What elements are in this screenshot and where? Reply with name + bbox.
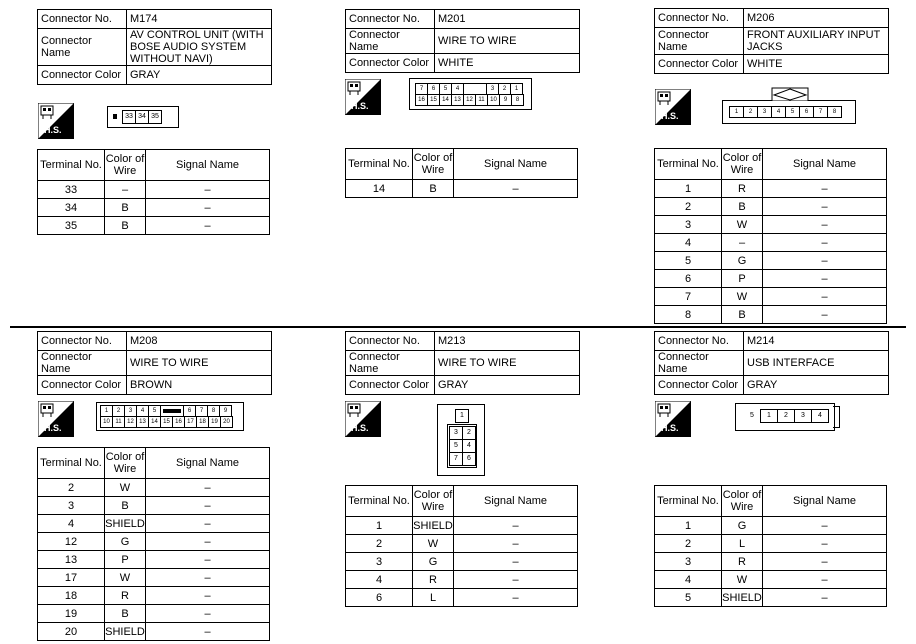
connector-no-label: Connector No. bbox=[655, 332, 744, 351]
connector-m206 bbox=[654, 8, 889, 74]
table-row bbox=[346, 571, 578, 589]
pin: 16 bbox=[415, 94, 428, 106]
connector-name-value: WIRE TO WIRE bbox=[127, 351, 272, 376]
hs-label: H.S. bbox=[351, 101, 369, 111]
terminal-cell: 18 bbox=[38, 587, 105, 605]
terminal-cell: 3 bbox=[38, 497, 105, 515]
signal-cell: – bbox=[454, 589, 578, 607]
connector-color-label: Connector Color bbox=[38, 376, 127, 395]
pin: 4 bbox=[811, 409, 829, 423]
color-cell: – bbox=[105, 181, 146, 199]
terminal-no-header: Terminal No. bbox=[346, 149, 413, 180]
pin: 2 bbox=[743, 106, 758, 118]
connector-no-value: M174 bbox=[127, 10, 272, 29]
table-row bbox=[655, 234, 887, 252]
terminal-cell: 8 bbox=[655, 306, 722, 324]
signal-cell: – bbox=[454, 180, 578, 198]
color-cell: W bbox=[722, 288, 763, 306]
pin: 14 bbox=[439, 94, 452, 106]
pin: 4 bbox=[451, 83, 464, 95]
pin: 20 bbox=[220, 416, 233, 428]
connector-color-value: GRAY bbox=[127, 66, 272, 85]
pin: 7 bbox=[195, 405, 208, 417]
pin: 6 bbox=[462, 452, 476, 466]
color-cell: P bbox=[722, 270, 763, 288]
table-row bbox=[655, 553, 887, 571]
pin: 6 bbox=[427, 83, 440, 95]
signal-cell: – bbox=[763, 535, 887, 553]
color-cell: R bbox=[105, 587, 146, 605]
connector-name-label: Connector Name bbox=[38, 29, 127, 66]
table-row bbox=[38, 587, 270, 605]
pin: 19 bbox=[208, 416, 221, 428]
terminal-no-header: Terminal No. bbox=[38, 448, 105, 479]
connector-no-label: Connector No. bbox=[655, 9, 744, 28]
signal-cell: – bbox=[146, 181, 270, 199]
signal-cell: – bbox=[146, 587, 270, 605]
harness-side-icon bbox=[655, 401, 691, 437]
terminal-no-header: Terminal No. bbox=[346, 486, 413, 517]
hs-label: H.S. bbox=[351, 423, 369, 433]
connector-color-label: Connector Color bbox=[346, 376, 435, 395]
wire-color-header: Color of Wire bbox=[105, 150, 146, 181]
connector-face-diagram bbox=[735, 403, 835, 431]
signal-cell: – bbox=[763, 252, 887, 270]
color-cell: B bbox=[105, 217, 146, 235]
connector-color-value: WHITE bbox=[744, 55, 889, 74]
table-row bbox=[38, 515, 270, 533]
terminal-cell: 4 bbox=[38, 515, 105, 533]
signal-cell: – bbox=[454, 571, 578, 589]
connector-color-label: Connector Color bbox=[655, 376, 744, 395]
terminal-cell: 4 bbox=[655, 234, 722, 252]
table-row bbox=[655, 198, 887, 216]
pin: 7 bbox=[449, 452, 463, 466]
color-cell: B bbox=[722, 198, 763, 216]
connector-name-value: USB INTERFACE bbox=[744, 351, 889, 376]
terminal-cell: 7 bbox=[655, 288, 722, 306]
terminal-table-m213 bbox=[345, 485, 578, 607]
color-cell: B bbox=[105, 199, 146, 217]
terminal-cell: 20 bbox=[38, 623, 105, 641]
pin: 1 bbox=[100, 405, 113, 417]
signal-cell: – bbox=[146, 199, 270, 217]
color-cell: W bbox=[413, 535, 454, 553]
pin: 5 bbox=[148, 405, 161, 417]
table-row bbox=[38, 217, 270, 235]
pin: 4 bbox=[136, 405, 149, 417]
color-cell: W bbox=[722, 216, 763, 234]
pin: 15 bbox=[427, 94, 440, 106]
color-cell: – bbox=[722, 234, 763, 252]
pin: 17 bbox=[184, 416, 197, 428]
pin: 4 bbox=[771, 106, 786, 118]
signal-cell: – bbox=[146, 497, 270, 515]
pin: 5 bbox=[439, 83, 452, 95]
signal-cell: – bbox=[146, 479, 270, 497]
terminal-table-m214 bbox=[654, 485, 887, 607]
pin: 1 bbox=[760, 409, 778, 423]
table-row bbox=[38, 569, 270, 587]
connector-header-table bbox=[345, 9, 580, 73]
connector-face-diagram bbox=[437, 404, 485, 476]
signal-cell: – bbox=[454, 517, 578, 535]
pin: 2 bbox=[777, 409, 795, 423]
terminal-cell: 5 bbox=[655, 589, 722, 607]
color-cell: R bbox=[413, 571, 454, 589]
color-cell: SHIELD bbox=[105, 623, 146, 641]
color-cell: B bbox=[722, 306, 763, 324]
signal-cell: – bbox=[763, 180, 887, 198]
color-cell: B bbox=[105, 497, 146, 515]
harness-side-icon bbox=[38, 103, 74, 139]
terminal-cell: 1 bbox=[346, 517, 413, 535]
signal-cell: – bbox=[146, 551, 270, 569]
table-row bbox=[655, 252, 887, 270]
pin: 8 bbox=[207, 405, 220, 417]
terminal-no-header: Terminal No. bbox=[38, 150, 105, 181]
pin: 10 bbox=[100, 416, 113, 428]
terminal-cell: 2 bbox=[655, 198, 722, 216]
pin: 5 bbox=[743, 409, 761, 423]
table-row bbox=[38, 623, 270, 641]
table-row bbox=[655, 517, 887, 535]
pin: 8 bbox=[827, 106, 842, 118]
wire-color-header: Color of Wire bbox=[722, 486, 763, 517]
signal-cell: – bbox=[763, 234, 887, 252]
signal-name-header: Signal Name bbox=[146, 448, 270, 479]
pin: 3 bbox=[757, 106, 772, 118]
table-row bbox=[655, 589, 887, 607]
pin: 11 bbox=[112, 416, 125, 428]
terminal-cell: 34 bbox=[38, 199, 105, 217]
wire-color-header: Color of Wire bbox=[413, 486, 454, 517]
pin: 1 bbox=[729, 106, 744, 118]
pin: 6 bbox=[799, 106, 814, 118]
terminal-no-header: Terminal No. bbox=[655, 149, 722, 180]
signal-cell: – bbox=[763, 198, 887, 216]
connector-m214 bbox=[654, 331, 889, 395]
connector-m201 bbox=[345, 9, 580, 73]
terminal-cell: 19 bbox=[38, 605, 105, 623]
color-cell: R bbox=[722, 180, 763, 198]
terminal-cell: 1 bbox=[655, 517, 722, 535]
connector-name-label: Connector Name bbox=[655, 28, 744, 55]
color-cell: G bbox=[413, 553, 454, 571]
terminal-cell: 4 bbox=[655, 571, 722, 589]
color-cell: B bbox=[413, 180, 454, 198]
connector-name-label: Connector Name bbox=[346, 29, 435, 54]
color-cell: L bbox=[413, 589, 454, 607]
terminal-table-m174 bbox=[37, 149, 270, 235]
color-cell: SHIELD bbox=[413, 517, 454, 535]
hs-label: H.S. bbox=[661, 111, 679, 121]
connector-name-label: Connector Name bbox=[655, 351, 744, 376]
terminal-table-m201 bbox=[345, 148, 578, 198]
terminal-cell: 2 bbox=[655, 535, 722, 553]
wire-color-header: Color of Wire bbox=[105, 448, 146, 479]
signal-cell: – bbox=[763, 270, 887, 288]
connector-color-label: Connector Color bbox=[655, 55, 744, 74]
terminal-no-header: Terminal No. bbox=[655, 486, 722, 517]
table-row bbox=[38, 199, 270, 217]
terminal-cell: 3 bbox=[346, 553, 413, 571]
pin-35: 35 bbox=[148, 110, 162, 124]
signal-cell: – bbox=[146, 533, 270, 551]
connector-m213 bbox=[345, 331, 580, 395]
terminal-cell: 3 bbox=[655, 216, 722, 234]
terminal-cell: 12 bbox=[38, 533, 105, 551]
terminal-cell: 14 bbox=[346, 180, 413, 198]
connector-header-table bbox=[654, 8, 889, 74]
table-row bbox=[346, 517, 578, 535]
connector-header-table bbox=[37, 331, 272, 395]
connector-name-value: WIRE TO WIRE bbox=[435, 351, 580, 376]
signal-cell: – bbox=[454, 535, 578, 553]
connector-no-label: Connector No. bbox=[38, 332, 127, 351]
pin: 11 bbox=[475, 94, 488, 106]
pin: 9 bbox=[499, 94, 512, 106]
wire-color-header: Color of Wire bbox=[722, 149, 763, 180]
color-cell: W bbox=[105, 479, 146, 497]
terminal-cell: 4 bbox=[346, 571, 413, 589]
connector-m208 bbox=[37, 331, 272, 395]
table-row bbox=[655, 306, 887, 324]
connector-name-value: FRONT AUXILIARY INPUT JACKS bbox=[744, 28, 889, 55]
signal-name-header: Signal Name bbox=[454, 486, 578, 517]
terminal-cell: 2 bbox=[38, 479, 105, 497]
hs-label: H.S. bbox=[44, 423, 62, 433]
table-row bbox=[38, 479, 270, 497]
connector-name-label: Connector Name bbox=[38, 351, 127, 376]
connector-header-table bbox=[654, 331, 889, 395]
terminal-table-m208 bbox=[37, 447, 270, 641]
connector-face-diagram bbox=[107, 106, 179, 128]
signal-name-header: Signal Name bbox=[454, 149, 578, 180]
connector-no-label: Connector No. bbox=[346, 332, 435, 351]
signal-name-header: Signal Name bbox=[763, 486, 887, 517]
connector-name-label: Connector Name bbox=[346, 351, 435, 376]
table-row bbox=[655, 180, 887, 198]
terminal-cell: 35 bbox=[38, 217, 105, 235]
hs-label: H.S. bbox=[44, 125, 62, 135]
signal-cell: – bbox=[146, 217, 270, 235]
terminal-table-m206 bbox=[654, 148, 887, 324]
pin: 5 bbox=[449, 439, 463, 453]
color-cell: G bbox=[722, 517, 763, 535]
table-row bbox=[655, 270, 887, 288]
connector-name-value: WIRE TO WIRE bbox=[435, 29, 580, 54]
color-cell: SHIELD bbox=[722, 589, 763, 607]
terminal-cell: 3 bbox=[655, 553, 722, 571]
signal-name-header: Signal Name bbox=[763, 149, 887, 180]
connector-no-value: M213 bbox=[435, 332, 580, 351]
connector-face-diagram bbox=[722, 100, 856, 124]
signal-cell: – bbox=[763, 589, 887, 607]
pin: 7 bbox=[813, 106, 828, 118]
color-cell: W bbox=[722, 571, 763, 589]
harness-side-icon bbox=[345, 79, 381, 115]
pin: 7 bbox=[415, 83, 428, 95]
signal-cell: – bbox=[763, 517, 887, 535]
pin: 3 bbox=[449, 426, 463, 440]
section-divider bbox=[10, 326, 906, 328]
table-row bbox=[655, 535, 887, 553]
pin: 13 bbox=[136, 416, 149, 428]
connector-color-value: GRAY bbox=[435, 376, 580, 395]
table-row bbox=[346, 589, 578, 607]
signal-cell: – bbox=[146, 515, 270, 533]
color-cell: G bbox=[722, 252, 763, 270]
connector-color-label: Connector Color bbox=[38, 66, 127, 85]
pin: 15 bbox=[160, 416, 173, 428]
signal-cell: – bbox=[454, 553, 578, 571]
pin: 6 bbox=[183, 405, 196, 417]
connector-no-value: M206 bbox=[744, 9, 889, 28]
connector-m174 bbox=[37, 9, 272, 85]
connector-no-value: M214 bbox=[744, 332, 889, 351]
pin-33: 33 bbox=[122, 110, 136, 124]
pin: 5 bbox=[785, 106, 800, 118]
table-row bbox=[346, 553, 578, 571]
terminal-cell: 5 bbox=[655, 252, 722, 270]
connector-header-table bbox=[37, 9, 272, 85]
color-cell: R bbox=[722, 553, 763, 571]
pin: 18 bbox=[196, 416, 209, 428]
color-cell: W bbox=[105, 569, 146, 587]
table-row bbox=[346, 535, 578, 553]
connector-face-diagram bbox=[409, 78, 532, 110]
connector-name-value: AV CONTROL UNIT (WITH BOSE AUDIO SYSTEM WITHOUT NAVI) bbox=[127, 29, 272, 66]
pin: 8 bbox=[511, 94, 524, 106]
terminal-cell: 33 bbox=[38, 181, 105, 199]
pin: 3 bbox=[794, 409, 812, 423]
connector-color-value: BROWN bbox=[127, 376, 272, 395]
connector-color-value: WHITE bbox=[435, 54, 580, 73]
terminal-cell: 17 bbox=[38, 569, 105, 587]
harness-side-icon bbox=[655, 89, 691, 125]
hs-label: H.S. bbox=[661, 423, 679, 433]
terminal-cell: 13 bbox=[38, 551, 105, 569]
connector-side-lip bbox=[833, 406, 840, 428]
signal-cell: – bbox=[146, 605, 270, 623]
connector-header-table bbox=[345, 331, 580, 395]
color-cell: G bbox=[105, 533, 146, 551]
table-row bbox=[38, 533, 270, 551]
table-row bbox=[655, 288, 887, 306]
pin: 12 bbox=[463, 94, 476, 106]
pin: 9 bbox=[219, 405, 232, 417]
table-row bbox=[38, 181, 270, 199]
pin: 2 bbox=[462, 426, 476, 440]
color-cell: B bbox=[105, 605, 146, 623]
signal-name-header: Signal Name bbox=[146, 150, 270, 181]
pin: 10 bbox=[487, 94, 500, 106]
pin: 16 bbox=[172, 416, 185, 428]
pin: 12 bbox=[124, 416, 137, 428]
connector-no-label: Connector No. bbox=[38, 10, 127, 29]
pin: 1 bbox=[510, 83, 523, 95]
pin: 4 bbox=[462, 439, 476, 453]
table-row bbox=[655, 571, 887, 589]
connector-no-value: M208 bbox=[127, 332, 272, 351]
terminal-cell: 6 bbox=[346, 589, 413, 607]
signal-cell: – bbox=[763, 288, 887, 306]
signal-cell: – bbox=[146, 569, 270, 587]
table-row bbox=[38, 551, 270, 569]
table-row bbox=[38, 605, 270, 623]
pin: 3 bbox=[486, 83, 499, 95]
table-row bbox=[346, 180, 578, 198]
latch-mark bbox=[113, 114, 117, 119]
wire-color-header: Color of Wire bbox=[413, 149, 454, 180]
table-row bbox=[655, 216, 887, 234]
connector-no-label: Connector No. bbox=[346, 10, 435, 29]
lock-tab-diagram bbox=[770, 87, 810, 101]
connector-no-value: M201 bbox=[435, 10, 580, 29]
connector-color-value: GRAY bbox=[744, 376, 889, 395]
terminal-cell: 1 bbox=[655, 180, 722, 198]
pin: 2 bbox=[498, 83, 511, 95]
terminal-cell: 2 bbox=[346, 535, 413, 553]
color-cell: SHIELD bbox=[105, 515, 146, 533]
signal-cell: – bbox=[763, 553, 887, 571]
pin: 13 bbox=[451, 94, 464, 106]
color-cell: P bbox=[105, 551, 146, 569]
table-row bbox=[38, 497, 270, 515]
connector-color-label: Connector Color bbox=[346, 54, 435, 73]
pin-34: 34 bbox=[135, 110, 149, 124]
pin: 14 bbox=[148, 416, 161, 428]
pin-grid bbox=[447, 424, 477, 468]
pin: 2 bbox=[112, 405, 125, 417]
harness-side-icon bbox=[345, 401, 381, 437]
signal-cell: – bbox=[763, 571, 887, 589]
harness-side-icon bbox=[38, 401, 74, 437]
pin: 3 bbox=[124, 405, 137, 417]
terminal-cell: 6 bbox=[655, 270, 722, 288]
signal-cell: – bbox=[763, 216, 887, 234]
signal-cell: – bbox=[763, 306, 887, 324]
color-cell: L bbox=[722, 535, 763, 553]
connector-face-diagram bbox=[96, 402, 244, 431]
signal-cell: – bbox=[146, 623, 270, 641]
pin: 1 bbox=[455, 409, 469, 423]
